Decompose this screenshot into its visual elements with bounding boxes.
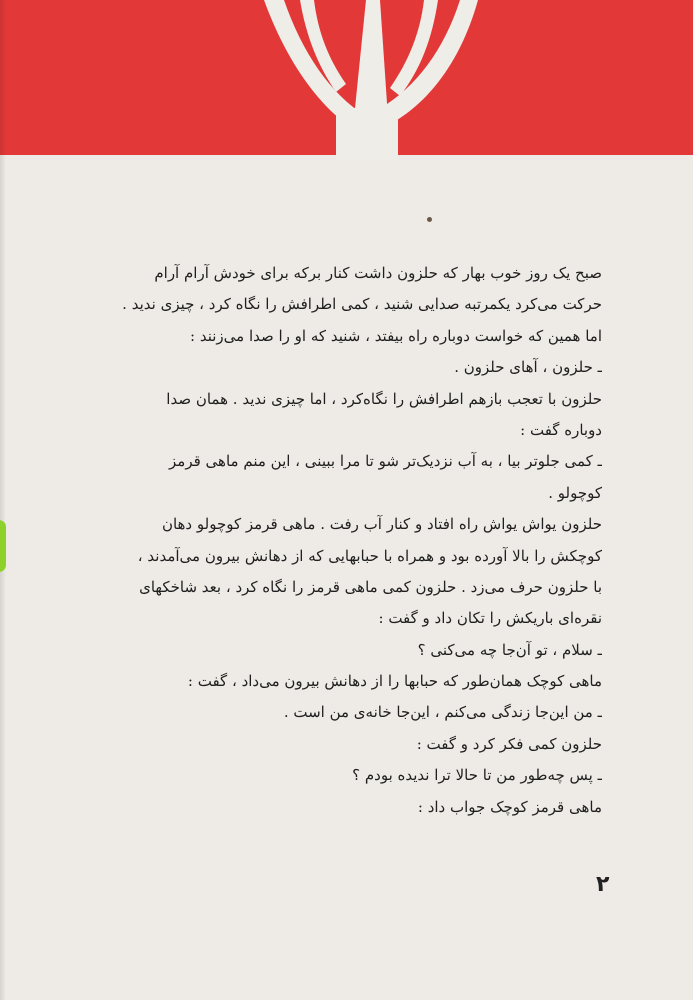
- story-line: دوباره گفت :: [520, 420, 602, 439]
- story-line: کوچولو .: [548, 483, 602, 502]
- story-line: حلزون کمی فکر کرد و گفت :: [416, 734, 602, 753]
- story-line: ماهی کوچک همان‌طور که حبابها را از دهانش بیرون می‌داد ، گفت :: [187, 672, 602, 691]
- story-line: با حلزون حرف می‌زد . حلزون کمی ماهی قرمز را نگاه کرد ، بعد شاخکهای: [139, 577, 602, 596]
- page-number: ۲: [596, 872, 610, 897]
- story-line: حلزون با تعجب بازهم اطرافش را نگاه‌کرد ، اما چیزی ندید . همان صدا: [166, 389, 602, 408]
- story-line: ـ کمی جلوتر بیا ، به آب نزدیک‌تر شو تا مرا ببینی ، این منم ماهی قرمز: [169, 452, 602, 471]
- story-line: حلزون یواش یواش راه افتاد و کنار آب رفت . ماهی قرمز کوچولو دهان: [161, 515, 602, 534]
- paper-speck: [427, 217, 432, 222]
- story-line: نقره‌ای باریکش را تکان داد و گفت :: [378, 609, 602, 628]
- story-line: ـ من این‌جا زندگی می‌کنم ، این‌جا خانه‌ی من است .: [283, 703, 602, 722]
- story-line: ـ حلزون ، آهای حلزون .: [454, 358, 602, 377]
- green-edge-tab: [0, 520, 6, 572]
- story-line: حرکت می‌کرد یکمرتبه صدایی شنید ، کمی اطرافش را نگاه کرد ، چیزی ندید .: [122, 295, 602, 314]
- story-line: ماهی قرمز کوچک جواب داد :: [417, 797, 602, 816]
- story-line: ـ پس چه‌طور من تا حالا ترا ندیده بودم ؟: [352, 766, 602, 785]
- tree-illustration: [0, 0, 693, 160]
- page-edge-shadow: [0, 0, 6, 1000]
- story-line: کوچکش را بالا آورده بود و همراه با حبابهایی که از دهانش بیرون می‌آمدند ،: [137, 546, 602, 565]
- story-line: صبح یک روز خوب بهار که حلزون داشت کنار برکه برای خودش آرام آرام: [154, 264, 602, 282]
- story-line: اما همین که خواست دوباره راه بیفتد ، شنید که او را صدا می‌زنند :: [190, 326, 602, 345]
- story-line: ـ سلام ، تو آن‌جا چه می‌کنی ؟: [417, 640, 602, 659]
- story-text: [96, 258, 602, 823]
